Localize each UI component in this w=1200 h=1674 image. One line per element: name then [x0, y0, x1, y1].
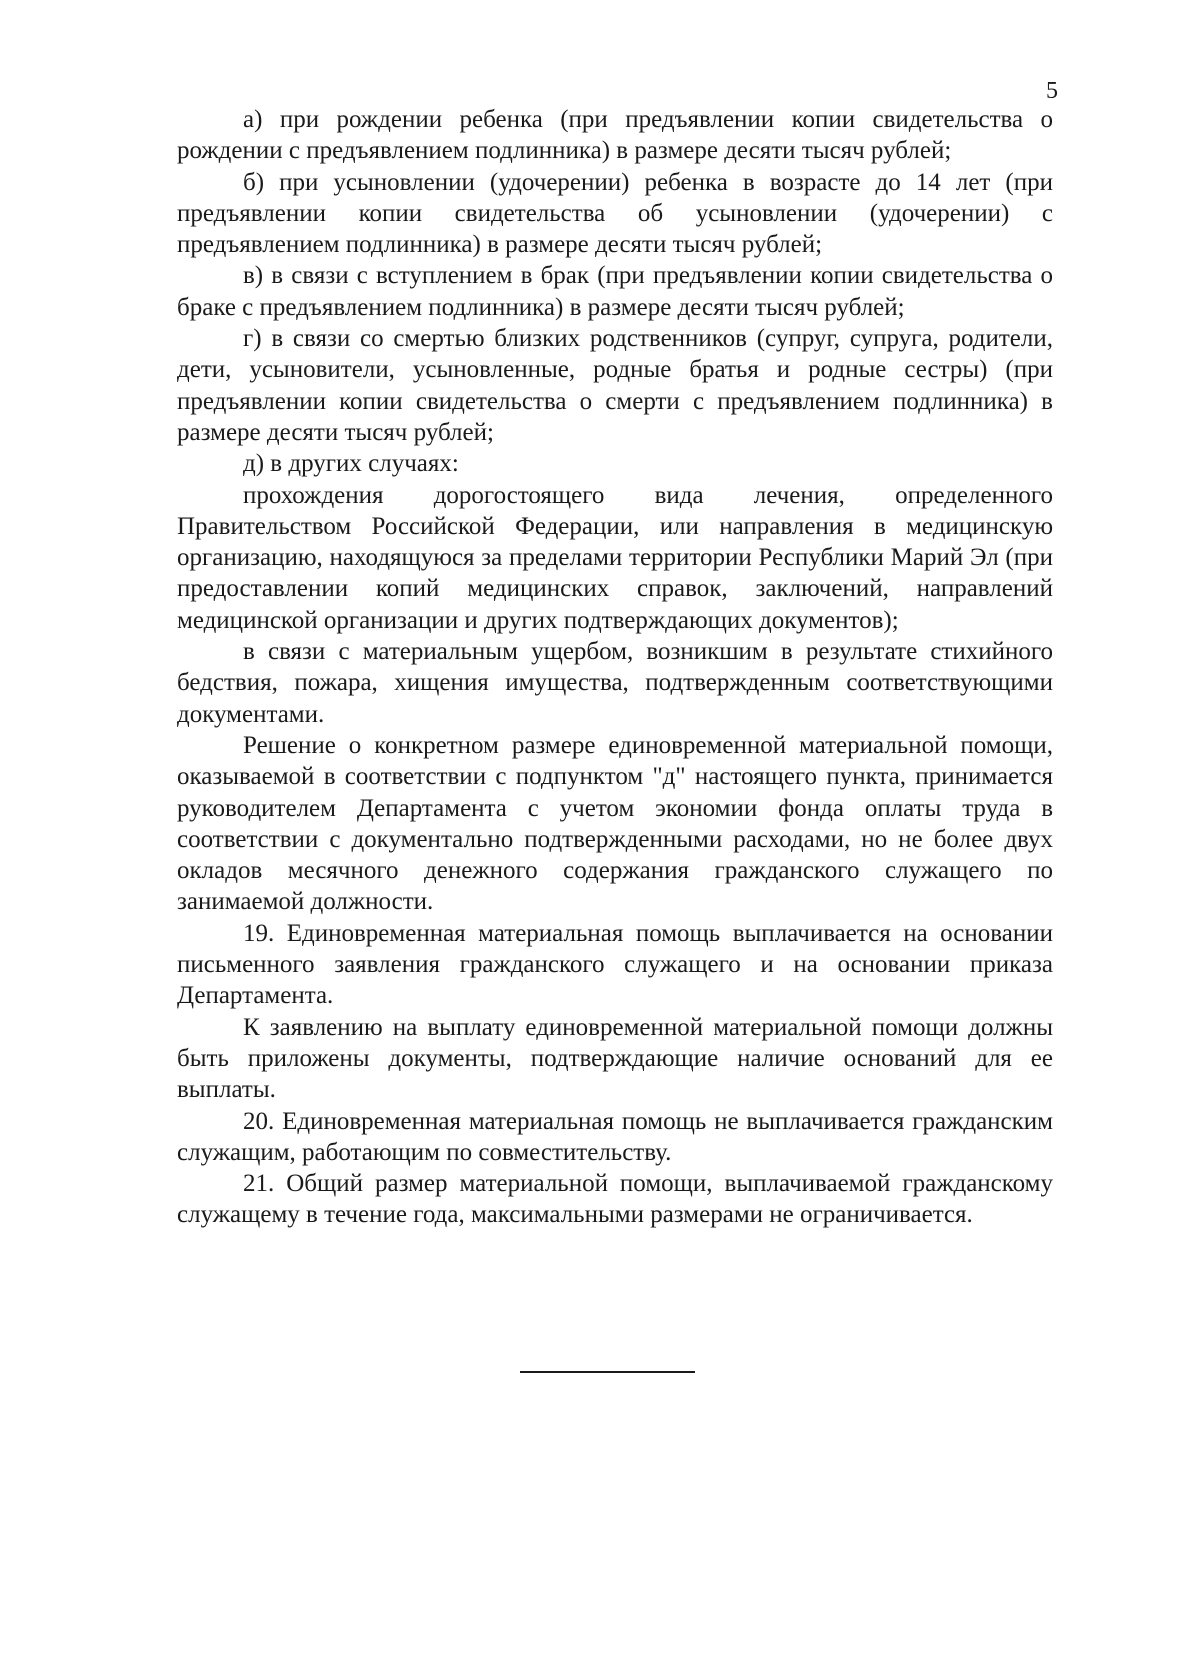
paragraph-treatment: прохождения дорогостоящего вида лечения, определенного Правительством Российской Федерации, или направления в медицинскую организацию, находящуюся за пределами территории Республики Марий Эл (при предоставлении копий медицинских справок, заключений, направлений медицинской организации и других подтверждающих документов); — [177, 481, 1053, 634]
paragraph-decision: Решение о конкретном размере единовременной материальной помощи, оказываемой в соответствии с подпунктом "д" настоящего пункта, принимается руководителем Департамента с учетом экономии фонда оплаты труда в соответствии с документально подтвержденными расходами, но не более двух окладов месячного денежного содержания гражданского служащего по занимаемой должности. — [177, 731, 1053, 916]
paragraph-20: 20. Единовременная материальная помощь не выплачивается гражданским служащим, работающим по совместительству. — [177, 1107, 1053, 1166]
end-of-document-line — [520, 1371, 695, 1373]
paragraph-application: К заявлению на выплату единовременной материальной помощи должны быть приложены документы, подтверждающие наличие оснований для ее выплаты. — [177, 1013, 1053, 1104]
paragraph-21: 21. Общий размер материальной помощи, выплачиваемой гражданскому служащему в течение года, максимальными размерами не ограничивается. — [177, 1170, 1053, 1229]
paragraph-c-marriage: в) в связи с вступлением в брак (при предъявлении копии свидетельства о браке с предъявлением подлинника) в размере десяти тысяч рублей; — [177, 262, 1053, 321]
paragraph-19: 19. Единовременная материальная помощь выплачивается на основании письменного заявления гражданского служащего и на основании приказа Департамента. — [177, 919, 1053, 1010]
paragraph-b-adoption: б) при усыновлении (удочерении) ребенка в возрасте до 14 лет (при предъявлении копии свидетельства об усыновлении (удочерении) с предъявлением подлинника) в размере десяти тысяч рублей; — [177, 168, 1053, 259]
paragraph-d-death: г) в связи со смертью близких родственников (супруг, супруга, родители, дети, усыновители, усыновленные, родные братья и родные сестры) (при предъявлении копии свидетельства о смерти с предъявлением подлинника) в размере десяти тысяч рублей; — [177, 325, 1053, 446]
document-body — [177, 104, 1053, 1231]
paragraph-e-other-cases: д) в других случаях: — [243, 450, 459, 478]
page-number: 5 — [1046, 78, 1058, 104]
paragraph-material-damage: в связи с материальным ущербом, возникшим в результате стихийного бедствия, пожара, хищения имущества, подтвержденным соответствующими документами. — [177, 638, 1053, 728]
paragraph-a-birth: а) при рождении ребенка (при предъявлении копии свидетельства о рождении с предъявлением подлинника) в размере десяти тысяч рублей; — [177, 106, 1053, 165]
